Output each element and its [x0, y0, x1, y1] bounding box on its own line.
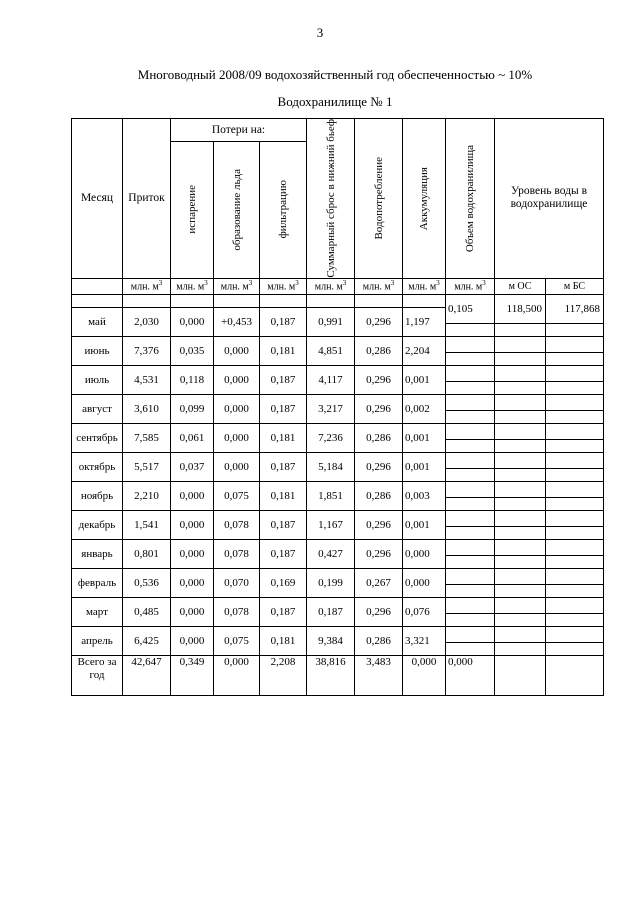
- evaporation-cell: 0,118: [171, 365, 214, 394]
- empty-cell: [72, 294, 123, 307]
- inflow-cell: 3,610: [123, 394, 171, 423]
- total-ice-cell: 0,000: [214, 655, 260, 695]
- empty-cell: [546, 539, 604, 555]
- month-name-cell: сентябрь: [72, 423, 123, 452]
- header-evaporation: испарение: [171, 141, 214, 278]
- ice-cell: 0,000: [214, 365, 260, 394]
- empty-cell: [495, 597, 546, 613]
- month-name-cell: октябрь: [72, 452, 123, 481]
- empty-cell: [495, 439, 546, 452]
- month-name-cell: март: [72, 597, 123, 626]
- units-row: [72, 278, 604, 294]
- empty-cell: [495, 584, 546, 597]
- month-name-cell: август: [72, 394, 123, 423]
- empty-cell: [446, 365, 495, 381]
- unit-mln-m3: [446, 278, 495, 294]
- empty-cell: [546, 626, 604, 642]
- discharge-cell: 1,851: [307, 481, 355, 510]
- evaporation-cell: 0,000: [171, 626, 214, 655]
- evaporation-cell: 0,099: [171, 394, 214, 423]
- evaporation-cell: 0,000: [171, 481, 214, 510]
- total-water-use-cell: 3,483: [355, 655, 403, 695]
- evaporation-cell: 0,000: [171, 510, 214, 539]
- empty-cell: [546, 394, 604, 410]
- water-balance-table: [71, 118, 604, 696]
- empty-cell: [171, 294, 214, 307]
- filtration-cell: 0,187: [260, 365, 307, 394]
- empty-cell: [446, 626, 495, 642]
- empty-cell: [446, 497, 495, 510]
- empty-cell: [446, 394, 495, 410]
- unit-superscript: 3: [436, 279, 440, 288]
- empty-cell: [546, 381, 604, 394]
- empty-cell: [495, 365, 546, 381]
- header-inflow: Приток: [123, 119, 171, 279]
- ice-cell: 0,000: [214, 452, 260, 481]
- empty-cell: [495, 381, 546, 394]
- empty-cell: [446, 526, 495, 539]
- document-heading: Многоводный 2008/09 водохозяйственный год обеспеченностью ~ 10%: [137, 67, 533, 82]
- empty-cell: [446, 613, 495, 626]
- evaporation-cell: 0,000: [171, 568, 214, 597]
- filtration-cell: 0,169: [260, 568, 307, 597]
- header-filtration: фильтрацию: [260, 141, 307, 278]
- unit-superscript: 3: [248, 279, 253, 288]
- inflow-cell: 4,531: [123, 365, 171, 394]
- reservoir-subheading: Водохранилище № 1: [277, 94, 393, 109]
- evaporation-cell: 0,000: [171, 597, 214, 626]
- empty-cell: [446, 510, 495, 526]
- empty-cell: [446, 452, 495, 468]
- unit-superscript: 3: [482, 279, 486, 288]
- empty-cell: [495, 642, 546, 655]
- accumulation-cell: 0,001: [403, 510, 446, 539]
- empty-cell: [546, 452, 604, 468]
- unit-mln-m3: [214, 278, 260, 294]
- discharge-cell: 9,384: [307, 626, 355, 655]
- accumulation-cell: 0,001: [403, 423, 446, 452]
- unit-mln-m3: [355, 278, 403, 294]
- ice-cell: 0,078: [214, 597, 260, 626]
- empty-cell: [495, 555, 546, 568]
- unit-text: млн. м: [130, 281, 159, 293]
- filtration-cell: 0,187: [260, 394, 307, 423]
- month-row: [72, 394, 604, 410]
- month-row: [72, 423, 604, 439]
- empty-cell: [495, 336, 546, 352]
- evaporation-cell: 0,000: [171, 307, 214, 336]
- water-use-cell: 0,296: [355, 452, 403, 481]
- unit-mln-m3: [123, 278, 171, 294]
- total-volume-cell: 0,000: [446, 655, 495, 695]
- unit-mln-m3: [403, 278, 446, 294]
- volume-cell: 0,105: [446, 294, 495, 323]
- empty-cell: [495, 468, 546, 481]
- month-row: [72, 568, 604, 584]
- accumulation-cell: 0,003: [403, 481, 446, 510]
- empty-cell: [495, 394, 546, 410]
- inflow-cell: 5,517: [123, 452, 171, 481]
- empty-cell: [446, 555, 495, 568]
- accumulation-cell: 0,000: [403, 568, 446, 597]
- header-water-level: Уровень воды в водохранилище: [495, 119, 604, 279]
- total-evaporation-cell: 0,349: [171, 655, 214, 695]
- total-row: [72, 655, 604, 695]
- water-use-cell: 0,296: [355, 539, 403, 568]
- empty-cell: [495, 539, 546, 555]
- total-inflow-cell: 42,647: [123, 655, 171, 695]
- total-filtration-cell: 2,208: [260, 655, 307, 695]
- inflow-cell: 7,585: [123, 423, 171, 452]
- empty-cell: [446, 423, 495, 439]
- month-name-cell: апрель: [72, 626, 123, 655]
- empty-cell: [446, 323, 495, 336]
- empty-cell: [546, 439, 604, 452]
- accumulation-cell: 0,001: [403, 365, 446, 394]
- table-body: [72, 294, 604, 695]
- empty-cell: [546, 423, 604, 439]
- empty-cell: [307, 294, 355, 307]
- inflow-cell: 6,425: [123, 626, 171, 655]
- month-name-cell: декабрь: [72, 510, 123, 539]
- discharge-cell: 4,117: [307, 365, 355, 394]
- discharge-cell: 1,167: [307, 510, 355, 539]
- month-row: [72, 597, 604, 613]
- empty-cell: [546, 365, 604, 381]
- month-name-cell: июнь: [72, 336, 123, 365]
- empty-cell: [446, 439, 495, 452]
- filtration-cell: 0,187: [260, 510, 307, 539]
- empty-cell: [546, 597, 604, 613]
- water-use-cell: 0,286: [355, 626, 403, 655]
- month-name-cell: январь: [72, 539, 123, 568]
- accumulation-cell: 0,000: [403, 539, 446, 568]
- unit-superscript: 3: [158, 279, 163, 288]
- header-volume: Объем водохранилища: [446, 119, 495, 279]
- empty-cell: [446, 381, 495, 394]
- empty-cell: [546, 468, 604, 481]
- water-use-cell: 0,296: [355, 597, 403, 626]
- total-accumulation-cell: 0,000: [403, 655, 446, 695]
- empty-cell: [546, 655, 604, 695]
- inflow-cell: 0,801: [123, 539, 171, 568]
- empty-cell: [446, 352, 495, 365]
- empty-cell: [495, 626, 546, 642]
- unit-text: млн. м: [408, 281, 437, 293]
- water-use-cell: 0,296: [355, 394, 403, 423]
- month-row: [72, 336, 604, 352]
- empty-cell: [546, 613, 604, 626]
- accumulation-cell: 2,204: [403, 336, 446, 365]
- unit-text: млн. м: [176, 281, 205, 293]
- ice-cell: 0,078: [214, 539, 260, 568]
- empty-cell: [495, 497, 546, 510]
- empty-cell: [546, 323, 604, 336]
- empty-cell: [260, 294, 307, 307]
- inflow-cell: 2,210: [123, 481, 171, 510]
- ice-cell: 0,078: [214, 510, 260, 539]
- evaporation-cell: 0,000: [171, 539, 214, 568]
- empty-cell: [546, 336, 604, 352]
- filtration-cell: 0,181: [260, 626, 307, 655]
- unit-mln-m3: [307, 278, 355, 294]
- empty-cell: [446, 642, 495, 655]
- header-month: Месяц: [72, 119, 123, 279]
- empty-cell: [446, 568, 495, 584]
- ice-cell: +0,453: [214, 307, 260, 336]
- accumulation-cell: 0,002: [403, 394, 446, 423]
- empty-cell: [495, 352, 546, 365]
- empty-cell: [446, 597, 495, 613]
- evaporation-cell: 0,035: [171, 336, 214, 365]
- level-os-cell: 118,500: [495, 294, 546, 323]
- month-name-cell: ноябрь: [72, 481, 123, 510]
- empty-cell: [495, 655, 546, 695]
- header-water-use: Водопотребление: [355, 119, 403, 279]
- empty-cell: [546, 568, 604, 584]
- header-ice: образование льда: [214, 141, 260, 278]
- empty-cell: [495, 526, 546, 539]
- total-discharge-cell: 38,816: [307, 655, 355, 695]
- unit-month-blank: [72, 278, 123, 294]
- header-accumulation: Аккумуляция: [403, 119, 446, 279]
- month-name-cell: июль: [72, 365, 123, 394]
- level-bs-cell: 117,868: [546, 294, 604, 323]
- empty-cell: [495, 568, 546, 584]
- discharge-cell: 0,199: [307, 568, 355, 597]
- empty-cell: [446, 336, 495, 352]
- unit-text: млн. м: [362, 281, 391, 293]
- ice-cell: 0,000: [214, 423, 260, 452]
- empty-cell: [495, 613, 546, 626]
- empty-cell: [446, 539, 495, 555]
- accumulation-cell: 0,076: [403, 597, 446, 626]
- month-row: [72, 452, 604, 468]
- month-row: [72, 510, 604, 526]
- month-name-cell: февраль: [72, 568, 123, 597]
- ice-cell: 0,000: [214, 394, 260, 423]
- inflow-cell: 7,376: [123, 336, 171, 365]
- water-use-cell: 0,286: [355, 336, 403, 365]
- unit-mln-m3: [171, 278, 214, 294]
- filtration-cell: 0,181: [260, 336, 307, 365]
- empty-cell: [495, 423, 546, 439]
- discharge-cell: 4,851: [307, 336, 355, 365]
- discharge-cell: 5,184: [307, 452, 355, 481]
- empty-cell: [446, 481, 495, 497]
- water-use-cell: 0,296: [355, 307, 403, 336]
- page-number: 3: [316, 25, 324, 40]
- inflow-cell: 0,536: [123, 568, 171, 597]
- month-row: [72, 365, 604, 381]
- ice-cell: 0,075: [214, 481, 260, 510]
- month-row: [72, 539, 604, 555]
- empty-cell: [546, 352, 604, 365]
- ice-cell: 0,075: [214, 626, 260, 655]
- discharge-cell: 0,427: [307, 539, 355, 568]
- accumulation-cell: 0,001: [403, 452, 446, 481]
- unit-m-bs: м БС: [546, 278, 604, 294]
- unit-superscript: 3: [204, 279, 208, 288]
- empty-cell: [546, 481, 604, 497]
- empty-cell: [446, 584, 495, 597]
- unit-text: млн. м: [220, 281, 249, 293]
- empty-cell: [446, 468, 495, 481]
- empty-cell: [403, 294, 446, 307]
- filtration-cell: 0,187: [260, 539, 307, 568]
- empty-cell: [495, 410, 546, 423]
- empty-cell: [546, 497, 604, 510]
- total-label-cell: Всего за год: [72, 655, 123, 695]
- month-row: [72, 626, 604, 642]
- accumulation-cell: 3,321: [403, 626, 446, 655]
- inflow-cell: 0,485: [123, 597, 171, 626]
- empty-cell: [546, 526, 604, 539]
- unit-mln-m3: [260, 278, 307, 294]
- empty-cell: [546, 584, 604, 597]
- empty-cell: [495, 452, 546, 468]
- empty-cell: [495, 510, 546, 526]
- filtration-cell: 0,187: [260, 597, 307, 626]
- state-row: [72, 294, 604, 307]
- evaporation-cell: 0,037: [171, 452, 214, 481]
- inflow-cell: 1,541: [123, 510, 171, 539]
- empty-cell: [546, 555, 604, 568]
- unit-superscript: 3: [342, 279, 347, 288]
- water-use-cell: 0,296: [355, 365, 403, 394]
- water-use-cell: 0,286: [355, 481, 403, 510]
- water-use-cell: 0,267: [355, 568, 403, 597]
- ice-cell: 0,000: [214, 336, 260, 365]
- water-use-cell: 0,286: [355, 423, 403, 452]
- discharge-cell: 3,217: [307, 394, 355, 423]
- empty-cell: [546, 642, 604, 655]
- unit-text: млн. м: [314, 281, 343, 293]
- discharge-cell: 7,236: [307, 423, 355, 452]
- header-losses-group: Потери на:: [171, 119, 307, 142]
- unit-text: млн. м: [267, 281, 296, 293]
- accumulation-cell: 1,197: [403, 307, 446, 336]
- month-row: [72, 481, 604, 497]
- filtration-cell: 0,181: [260, 423, 307, 452]
- header-total-discharge: Суммарный сброс в нижний бьеф: [307, 119, 355, 279]
- empty-cell: [495, 481, 546, 497]
- empty-cell: [214, 294, 260, 307]
- discharge-cell: 0,187: [307, 597, 355, 626]
- empty-cell: [546, 410, 604, 423]
- unit-m-os: м ОС: [495, 278, 546, 294]
- empty-cell: [355, 294, 403, 307]
- inflow-cell: 2,030: [123, 307, 171, 336]
- empty-cell: [546, 510, 604, 526]
- ice-cell: 0,070: [214, 568, 260, 597]
- evaporation-cell: 0,061: [171, 423, 214, 452]
- unit-text: млн. м: [454, 281, 483, 293]
- discharge-cell: 0,991: [307, 307, 355, 336]
- water-use-cell: 0,296: [355, 510, 403, 539]
- empty-cell: [446, 410, 495, 423]
- filtration-cell: 0,187: [260, 307, 307, 336]
- filtration-cell: 0,181: [260, 481, 307, 510]
- unit-superscript: 3: [390, 279, 395, 288]
- month-name-cell: май: [72, 307, 123, 336]
- empty-cell: [495, 323, 546, 336]
- filtration-cell: 0,187: [260, 452, 307, 481]
- empty-cell: [123, 294, 171, 307]
- unit-superscript: 3: [295, 279, 299, 288]
